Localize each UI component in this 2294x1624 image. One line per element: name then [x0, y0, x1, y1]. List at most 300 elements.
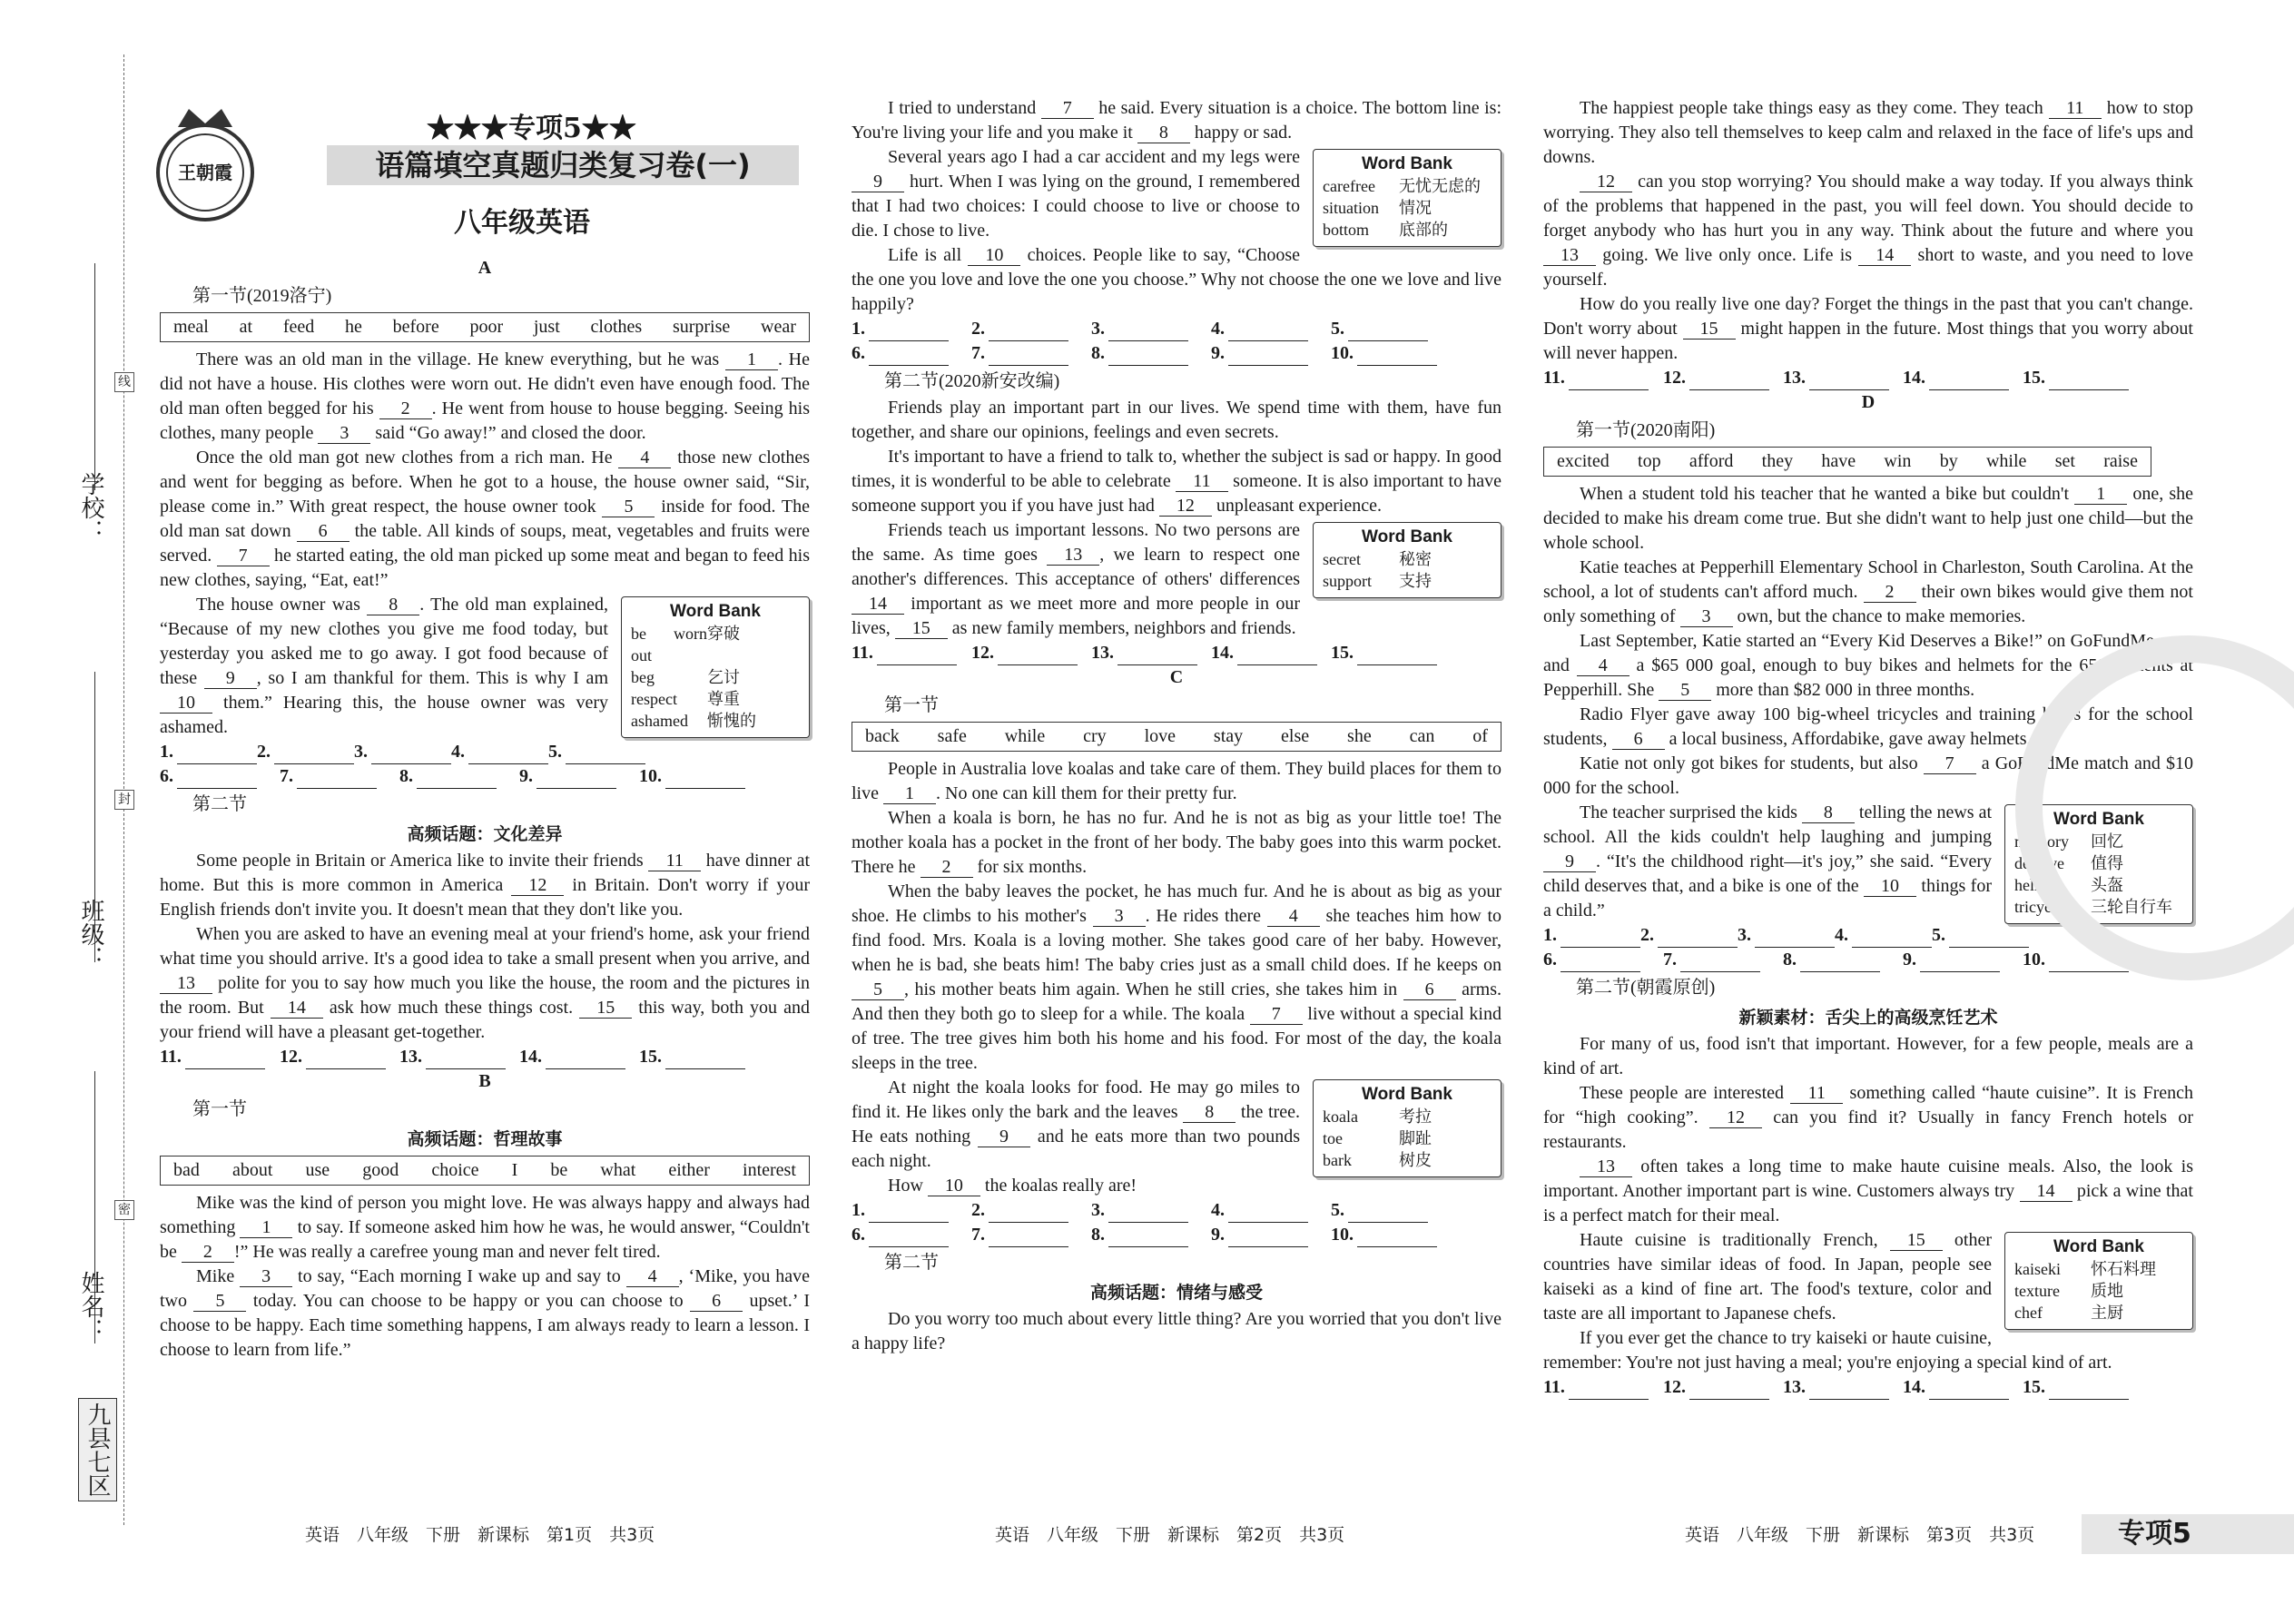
blank-number[interactable]: 4	[626, 1266, 679, 1287]
paragraph	[1543, 556, 2193, 629]
answer-line[interactable]	[546, 1068, 625, 1069]
passage-text: How do you really live one day? Forget the things in the past that you can't change. Don't worry about	[1543, 294, 2193, 339]
answer-line[interactable]	[1689, 389, 1769, 390]
blank-number[interactable]: 15	[1683, 319, 1736, 340]
column-1	[160, 256, 810, 1363]
passage-text: Friends play an important part in our lives. We spend time with them, have fun together, and share our opinions, feelings and even secrets.	[852, 398, 1501, 442]
part-label: 第二节(2020新安改编)	[884, 371, 1060, 391]
answer-line[interactable]	[1809, 1399, 1889, 1400]
paragraph	[160, 1191, 810, 1265]
word-bank-title: Word Bank	[1362, 154, 1452, 173]
blank-number[interactable]: 6	[1403, 979, 1456, 1000]
option-word: I	[511, 1160, 518, 1180]
option-word: good	[362, 1160, 399, 1180]
answer-number: 5.	[1932, 925, 1945, 945]
word-bank-gloss: 质地	[2091, 1282, 2123, 1300]
passage-text: At night the koala looks for food. He may go miles to find it. He likes only the bark and the leaves	[852, 1078, 1300, 1122]
answer-number: 10.	[1331, 1225, 1354, 1245]
word-bank-row	[1323, 570, 1492, 592]
blank-number[interactable]: 6	[297, 521, 350, 542]
answer-line[interactable]	[1561, 971, 1640, 972]
paragraph	[1543, 1032, 2193, 1081]
school-label: 学校：	[77, 472, 104, 543]
answer-line[interactable]	[1689, 1399, 1769, 1400]
blank-number[interactable]: 13	[1580, 1156, 1632, 1177]
blank-number[interactable]: 14	[852, 594, 904, 615]
passage-text: happy or sad.	[1189, 123, 1293, 143]
word-bank-term: kaiseki	[2014, 1260, 2061, 1278]
blank-number[interactable]: 5	[602, 497, 655, 517]
answer-number: 14.	[1211, 643, 1234, 663]
blank-number[interactable]: 3	[318, 423, 370, 444]
blank-number[interactable]: 4	[1267, 906, 1320, 927]
passage-text: How	[888, 1176, 928, 1196]
passage-text: more than $82 000 in three months.	[1711, 680, 1975, 700]
blank-number[interactable]: 8	[1802, 802, 1855, 823]
word-bank-gloss: 主厨	[2091, 1304, 2123, 1322]
answer-slot	[1543, 923, 1640, 948]
answer-slot	[639, 1045, 759, 1069]
word-bank-term: helmet	[2014, 876, 2059, 894]
passage-text: When the baby leaves the pocket, he has much fur. And he is about as big as your shoe. He climbs to his mother's	[852, 881, 1501, 926]
footer-page-2: 英语 八年级 下册 新课标 第2页 共3页	[995, 1525, 1345, 1545]
answer-number: 11.	[160, 1047, 182, 1067]
answer-number: 6.	[852, 343, 865, 363]
word-bank-term: bark	[1323, 1151, 1352, 1169]
option-word: she	[1347, 726, 1372, 746]
passage-text: The happiest people take things easy as they come. They teach	[1580, 98, 2049, 118]
blank-number[interactable]: 8	[1137, 123, 1190, 143]
passage-text: short to waste, and you need to love yourself.	[1543, 245, 2193, 290]
blank-number[interactable]: 8	[1183, 1102, 1236, 1123]
answer-slot	[1663, 948, 1783, 972]
paragraph	[852, 243, 1501, 317]
answer-slot	[1211, 1223, 1331, 1247]
answer-line[interactable]	[2049, 1399, 2129, 1400]
answer-line[interactable]	[537, 788, 616, 789]
answer-slot	[160, 740, 257, 764]
option-word: about	[231, 1160, 273, 1180]
answer-line[interactable]	[665, 1068, 745, 1069]
passage-text: a $65 000 goal, enough to buy bikes and helmets for the 650 students at Pepperhill. She	[1543, 655, 2193, 700]
word-bank-row	[1323, 219, 1492, 241]
margin-line	[94, 263, 95, 490]
answer-line[interactable]	[417, 788, 497, 789]
answer-number: 4.	[1211, 1200, 1225, 1220]
answer-line[interactable]	[1357, 1246, 1437, 1247]
option-word: wear	[761, 317, 796, 337]
blank-number[interactable]: 11	[1790, 1083, 1843, 1104]
blank-number[interactable]: 12	[1580, 172, 1632, 192]
margin-mark: 线	[114, 372, 134, 392]
option-word: back	[865, 726, 900, 746]
passage	[160, 849, 810, 1045]
word-options	[852, 722, 1501, 752]
blank-number[interactable]: 11	[648, 851, 701, 871]
word-bank-term: situation	[1323, 199, 1379, 217]
blank-number[interactable]: 2	[921, 857, 973, 878]
answer-line[interactable]	[1357, 365, 1437, 366]
answer-number: 9.	[1211, 343, 1225, 363]
option-word: while	[1004, 726, 1046, 746]
blank-number[interactable]: 11	[2049, 98, 2102, 119]
option-word: use	[305, 1160, 330, 1180]
paragraph	[852, 96, 1501, 145]
blank-number[interactable]: 8	[367, 595, 419, 615]
answer-line[interactable]	[1569, 389, 1649, 390]
option-word: he	[344, 317, 362, 337]
blank-number[interactable]: 4	[618, 448, 671, 468]
blank-number[interactable]: 10	[1864, 876, 1916, 897]
answer-slot	[971, 317, 1091, 341]
blank-number[interactable]: 9	[978, 1127, 1030, 1147]
option-word: interest	[743, 1160, 796, 1180]
paragraph	[1543, 1228, 2193, 1326]
word-bank-gloss: 回忆	[2091, 832, 2123, 851]
passage-text: inside for food. The old man sat down	[160, 497, 810, 541]
blank-number[interactable]: 3	[240, 1266, 292, 1287]
option-word: by	[1939, 451, 1958, 471]
answer-slot	[399, 1045, 519, 1069]
passage-text: telling the news at school. All the kids couldn't help laughing and jumping	[1543, 802, 1992, 847]
paragraph	[160, 446, 810, 593]
passage-text: their own bikes would give them not only something of	[1543, 582, 2193, 626]
word-bank-gloss: 脚趾	[1399, 1129, 1432, 1147]
answer-slot	[1903, 948, 2023, 972]
passage-text: today. You can choose to be happy or you can choose to	[246, 1291, 691, 1311]
passage-text: When a koala is born, he has no fur. And he is not as big as your little toe! The mother koala has a pocket in the front of her body. The baby goes into this warm pocket. There he	[852, 808, 1501, 877]
answer-line[interactable]	[989, 365, 1068, 366]
passage-text: Last September, Katie started an “Every Kid Deserves a Bike!” on GoFundMe page and	[1543, 631, 2193, 675]
answer-line[interactable]	[2049, 389, 2129, 390]
answer-number: 12.	[971, 643, 994, 663]
blank-number[interactable]: 7	[1041, 98, 1094, 119]
answer-number: 10.	[1331, 343, 1354, 363]
passage-text: When a student told his teacher that he wanted a bike but couldn't	[1580, 484, 2075, 504]
blank-number[interactable]: 7	[217, 546, 270, 566]
blank-number[interactable]: 15	[579, 998, 632, 1019]
answer-line[interactable]	[1228, 365, 1308, 366]
passage-text: , we learn to respect one another's differences. This acceptance of others' differences	[852, 545, 1300, 589]
blank-number[interactable]: 9	[852, 172, 904, 192]
option-word: either	[668, 1160, 710, 1180]
passage-text: hurt. When I was lying on the ground, I remembered that I had two choices: I could choose to live or choose to die. I chose to live.	[852, 172, 1300, 241]
passage-text: something called “haute cuisine”. It is French for “high cooking”.	[1543, 1083, 2193, 1127]
word-bank-title: Word Bank	[2053, 810, 2144, 829]
blank-number[interactable]: 5	[852, 979, 904, 1000]
word-bank-gloss: 考拉	[1399, 1107, 1432, 1126]
passage-text: . He did not have a house. His clothes were worn out. He didn't even have enough food. The old man often begged for his	[160, 349, 810, 418]
answer-line[interactable]	[1108, 365, 1188, 366]
answer-number: 13.	[1783, 368, 1806, 388]
blank-number[interactable]: 1	[2074, 484, 2127, 505]
answer-line[interactable]	[998, 664, 1078, 665]
word-bank-row	[1323, 197, 1492, 219]
passage-text: . No one can kill them for their pretty fur.	[936, 783, 1237, 803]
answer-slot	[257, 740, 354, 764]
answer-line[interactable]	[869, 365, 949, 366]
logo	[151, 100, 260, 227]
blank-number[interactable]: 7	[1924, 753, 1976, 774]
answer-slot	[971, 341, 1091, 366]
blank-number[interactable]: 13	[1543, 245, 1596, 266]
answer-number: 15.	[2023, 368, 2045, 388]
blank-number[interactable]: 10	[160, 693, 212, 714]
word-bank-gloss: 情况	[1399, 199, 1432, 217]
answer-row	[852, 1198, 1501, 1223]
answer-line[interactable]	[1680, 971, 1760, 972]
answer-slot	[971, 641, 1091, 665]
class-label: 班级：	[77, 899, 104, 969]
section-label: C	[1169, 667, 1184, 687]
option-word: bad	[173, 1160, 200, 1180]
passage-text: , ‘Mike, you have two	[160, 1266, 810, 1311]
word-bank-term: support	[1323, 572, 1372, 590]
answer-number: 1.	[852, 319, 865, 339]
answer-number: 11.	[852, 643, 873, 663]
answer-slot	[1663, 366, 1783, 390]
paragraph	[852, 1307, 1501, 1356]
answer-line[interactable]	[1237, 664, 1317, 665]
answer-slot	[1903, 366, 2023, 390]
blank-number[interactable]: 6	[690, 1291, 743, 1312]
answer-slot	[1738, 923, 1835, 948]
passage-text: other countries have similar ideas of food. In Japan, people see kaiseki as a kind of fine art. The food's texture, color and taste are all important to Japanese chefs.	[1543, 1230, 1993, 1324]
answer-row	[1543, 366, 2193, 390]
word-bank	[621, 596, 810, 738]
answer-slot	[1331, 341, 1451, 366]
passage-text: them.” Hearing this, the house owner was very ashamed.	[160, 693, 608, 737]
passage-text: upset.’ I choose to be happy. Each time something happens, I am always ready to learn a lesson. I choose to learn from life.”	[160, 1291, 810, 1360]
blank-number[interactable]: 12	[1159, 496, 1212, 517]
answer-number: 9.	[1211, 1225, 1225, 1245]
answer-number: 13.	[1783, 1377, 1806, 1397]
blank-number[interactable]: 2	[1864, 582, 1916, 603]
paragraph	[852, 880, 1501, 1076]
passage-text: he started eating, the old man picked up some meat and began to feed his new clothes, saying, “Eat, eat!”	[160, 546, 810, 590]
answer-number: 4.	[1211, 319, 1225, 339]
part-label: 第一节(2020南阳)	[1576, 420, 1716, 440]
option-word: feed	[282, 317, 315, 337]
passage-text: Several years ago I had a car accident and my legs were	[888, 147, 1300, 167]
blank-number[interactable]: 15	[1890, 1230, 1943, 1251]
passage-text: Katie teaches at Pepperhill Elementary School in Charleston, South Carolina. At the school, a lot of students can't afford much.	[1543, 557, 2193, 602]
answer-slot	[1543, 948, 1663, 972]
paragraph	[1543, 1155, 2193, 1228]
answer-line[interactable]	[1800, 971, 1880, 972]
answer-number: 13.	[399, 1047, 422, 1067]
option-word: surprise	[672, 317, 731, 337]
passage-text: Friends teach us important lessons. No two persons are the same. As time goes	[852, 520, 1300, 565]
answer-line[interactable]	[2049, 971, 2129, 972]
word-bank-gloss: 头盔	[2091, 876, 2123, 894]
passage-text: the koalas really are!	[980, 1176, 1137, 1196]
passage-text: . The old man explained, “Because of my new clothes you give me food today, but yesterday you asked me to go away. I got food because of these	[160, 595, 608, 688]
answer-number: 5.	[548, 742, 562, 762]
answer-number: 6.	[160, 766, 173, 786]
answer-slot	[1783, 948, 1903, 972]
blank-number[interactable]: 12	[511, 875, 564, 896]
answer-row	[852, 1223, 1501, 1247]
passage-text: often takes a long time to make haute cuisine meals. Also, the look is important. Another important part is wine. Customers always try	[1543, 1156, 2193, 1201]
answer-number: 7.	[971, 1225, 985, 1245]
answer-slot	[971, 1223, 1091, 1247]
answer-slot	[852, 1198, 971, 1223]
answer-row	[1543, 1375, 2193, 1400]
blank-number[interactable]: 3	[1680, 606, 1733, 627]
word-bank-term: secret	[1323, 550, 1361, 568]
answer-number: 2.	[257, 742, 271, 762]
blank-number[interactable]: 15	[895, 618, 948, 639]
answer-line[interactable]	[989, 1246, 1068, 1247]
answer-line[interactable]	[306, 1068, 386, 1069]
blank-number[interactable]: 2	[379, 399, 432, 419]
answer-row	[160, 764, 810, 789]
passage-text: Katie not only got bikes for students, but also	[1580, 753, 1924, 773]
passage-text: Once the old man got new clothes from a rich man. He	[196, 448, 619, 468]
paragraph	[160, 922, 810, 1045]
passage-text: arms. And then they both go to sleep for a while. The koala	[852, 979, 1501, 1024]
answer-line[interactable]	[1357, 664, 1437, 665]
word-bank-gloss: 三轮自行车	[2091, 898, 2172, 916]
answer-number: 5.	[1331, 1200, 1344, 1220]
answer-line[interactable]	[1228, 1246, 1308, 1247]
passage-text: , so I am thankful for them. This is why I am	[256, 668, 608, 688]
blank-number[interactable]: 6	[1612, 729, 1665, 750]
passage-text: and he eats more than two pounds each night.	[852, 1127, 1300, 1171]
paragraph	[1543, 170, 2193, 292]
passage-text: might happen in the future. Most things that you worry about will never happen.	[1543, 319, 2193, 363]
answer-line[interactable]	[1929, 1399, 2009, 1400]
passage-text: someone. It is also important to have someone support you if you have just had	[852, 471, 1501, 516]
passage	[1543, 1032, 2193, 1375]
blank-number[interactable]: 1	[240, 1217, 292, 1238]
word-bank	[1313, 1079, 1501, 1177]
answer-slot	[519, 1045, 639, 1069]
option-word: be	[550, 1160, 568, 1180]
passage	[852, 1307, 1501, 1356]
word-bank-row	[2014, 1302, 2183, 1324]
answer-line[interactable]	[177, 788, 257, 789]
blank-number[interactable]: 11	[1176, 471, 1228, 492]
word-bank-gloss: 底部的	[1399, 221, 1448, 239]
passage-text: When you are asked to have an evening meal at your friend's home, ask your friend what time you should arrive. It's a good idea to take a small present when you arrive, and	[160, 924, 810, 969]
column-2	[852, 96, 1501, 1356]
blank-number[interactable]: 4	[1577, 655, 1629, 676]
paragraph	[160, 348, 810, 446]
passage	[160, 1191, 810, 1363]
answer-slot	[354, 740, 451, 764]
blank-number[interactable]: 9	[1543, 851, 1596, 872]
answer-line[interactable]	[426, 1068, 506, 1069]
passage-text: . He rides there	[1145, 906, 1267, 926]
option-word: win	[1884, 451, 1912, 471]
passage-text: going. We live only once. Life is	[1596, 245, 1859, 265]
answer-number: 15.	[2023, 1377, 2045, 1397]
passage-text: The house owner was	[196, 595, 368, 615]
option-word: have	[1821, 451, 1856, 471]
blank-number[interactable]: 14	[2020, 1181, 2072, 1202]
special-label: ★★★专项5★★	[427, 113, 636, 144]
blank-number[interactable]: 14	[271, 998, 323, 1019]
answer-line[interactable]	[1929, 389, 2009, 390]
blank-number[interactable]: 2	[182, 1242, 234, 1263]
word-bank	[1313, 522, 1501, 598]
blank-number[interactable]: 1	[725, 349, 778, 370]
passage	[1543, 96, 2193, 366]
answer-line[interactable]	[1569, 1399, 1649, 1400]
word-bank-row	[2014, 1280, 2183, 1302]
word-bank-gloss: 支持	[1399, 572, 1432, 590]
paragraph	[852, 145, 1501, 243]
answer-number: 11.	[1543, 368, 1565, 388]
answer-number: 7.	[280, 766, 293, 786]
blank-number[interactable]: 5	[193, 1291, 246, 1312]
blank-number[interactable]: 13	[160, 973, 212, 994]
word-bank-gloss: 树皮	[1399, 1151, 1432, 1169]
margin-mark: 密	[114, 1200, 134, 1220]
part-label: 第一节	[884, 695, 939, 715]
passage-text: to say, “Each morning I wake up and say to	[292, 1266, 626, 1286]
passage-text: . “It's the childhood right—it's joy,” she said. “Every child deserves that, and a bike is one of the	[1543, 851, 1992, 896]
answer-slot	[451, 740, 548, 764]
passage-text: People in Australia love koalas and take care of them. They build places for them to live	[852, 759, 1501, 803]
passage-text: !” He was really a carefree young man and never felt tired.	[233, 1242, 661, 1262]
blank-number[interactable]: 1	[883, 783, 936, 804]
answer-number: 8.	[1783, 950, 1797, 969]
blank-number[interactable]: 14	[1858, 245, 1911, 266]
paragraph	[1543, 482, 2193, 556]
answer-number: 8.	[1091, 343, 1105, 363]
answer-line[interactable]	[1809, 389, 1889, 390]
blank-number[interactable]: 5	[1659, 680, 1711, 701]
footer-page-1: 英语 八年级 下册 新课标 第1页 共3页	[305, 1525, 655, 1545]
section-label: B	[478, 1071, 491, 1091]
passage-text: If you ever get the chance to try kaiseki or haute cuisine, remember: You're not just having a meal; you're enjoying a special kind of art.	[1543, 1328, 2112, 1373]
blank-number[interactable]: 10	[968, 245, 1020, 266]
paragraph	[852, 518, 1501, 641]
passage	[852, 96, 1501, 317]
answer-slot	[639, 764, 759, 789]
answer-line[interactable]	[877, 664, 957, 665]
topic-label: 高频话题：情绪与感受	[1089, 1283, 1263, 1303]
blank-number[interactable]: 12	[1709, 1107, 1762, 1128]
part-label: 第二节	[884, 1253, 939, 1273]
page-subtitle: 八年级英语	[454, 207, 590, 239]
answer-slot	[1640, 923, 1738, 948]
blank-number[interactable]: 7	[1250, 1004, 1303, 1025]
answer-line[interactable]	[297, 788, 377, 789]
answer-line[interactable]	[185, 1068, 265, 1069]
answer-line[interactable]	[869, 1246, 949, 1247]
answer-number: 9.	[519, 766, 533, 786]
answer-line[interactable]	[1117, 664, 1197, 665]
blank-number[interactable]: 10	[928, 1176, 980, 1196]
answer-line[interactable]	[665, 788, 745, 789]
part-label: 第二节	[192, 794, 247, 814]
answer-line[interactable]	[1920, 971, 2000, 972]
answer-line[interactable]	[1108, 1246, 1188, 1247]
word-bank-term: texture	[2014, 1282, 2060, 1300]
answer-slot	[1331, 641, 1451, 665]
blank-number[interactable]: 3	[1093, 906, 1146, 927]
word-bank-term: ashamed	[631, 712, 688, 730]
blank-number[interactable]: 13	[1047, 545, 1099, 566]
blank-number[interactable]: 9	[204, 668, 257, 689]
passage-text: choices. People like to say, “Choose the one you love and love the one you choose.” Why not choose the one we love and live happily?	[852, 245, 1501, 314]
word-bank-gloss: 无忧无虑的	[1399, 177, 1481, 195]
logo-text: 王朝霞	[178, 162, 232, 183]
